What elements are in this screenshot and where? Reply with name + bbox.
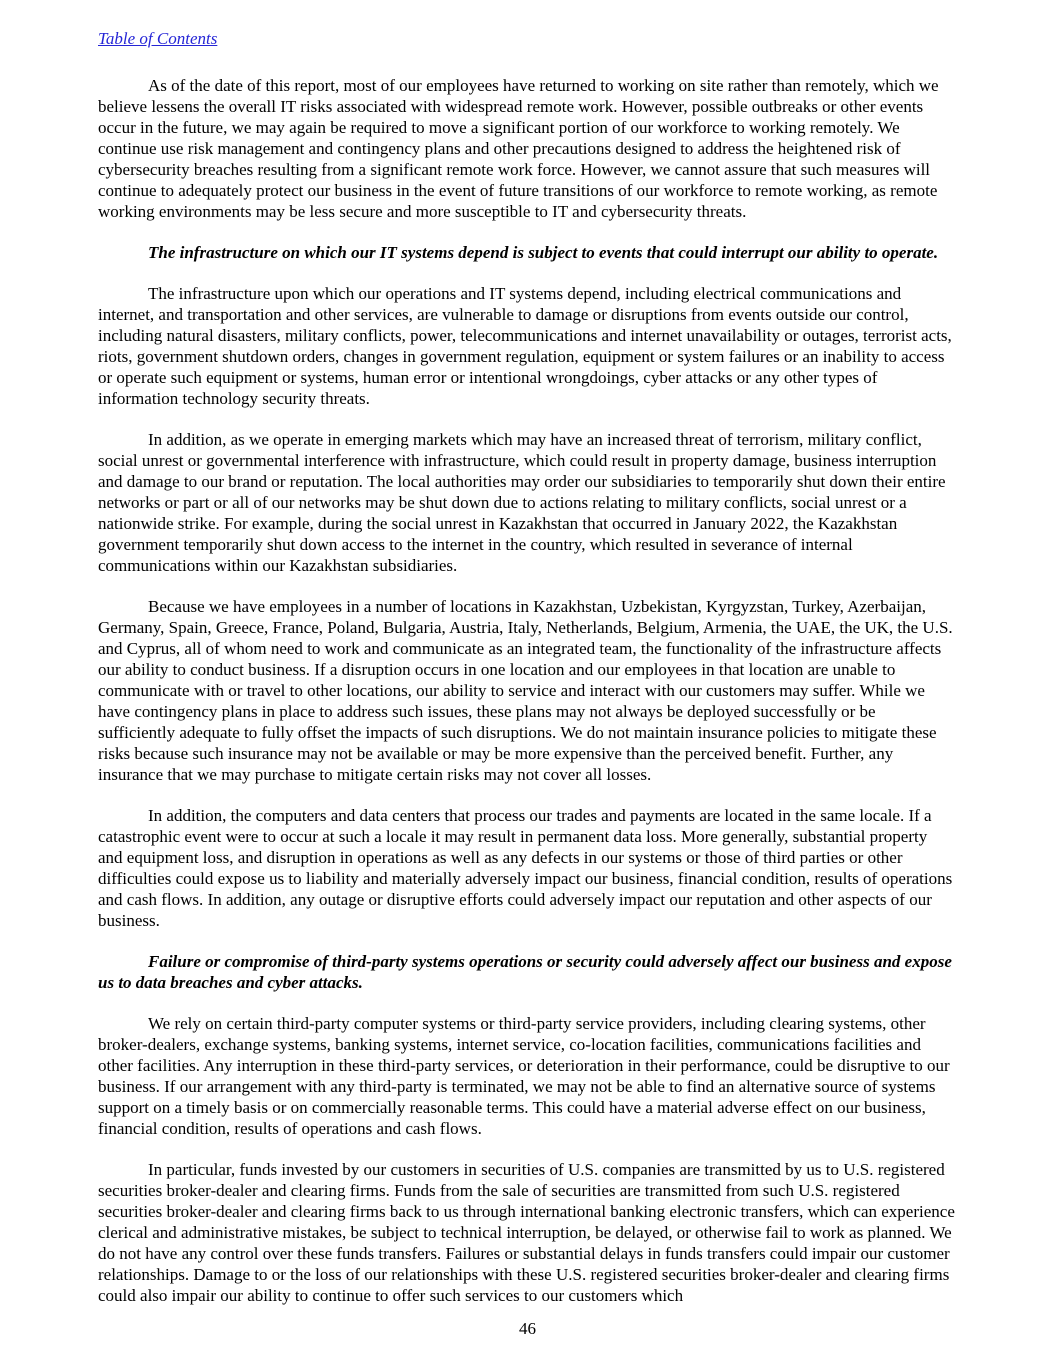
paragraph-employee-locations: Because we have employees in a number of locations in Kazakhstan, Uzbekistan, Kyrgyzstan, Turkey, Azerbaijan, Germany, Spain, Greece, France, Poland, Bulgaria, Austria, Italy, Netherlands, Belgium, Armenia, the UAE, the UK, the U.S. and Cyprus, all of whom need to work and communicate as an integrated team, the functionality of the infrastructure affects our ability to conduct business. If a disruption occurs in one location and our employees in that location are unable to communicate with or travel to other locations, our ability to service and interact with our customers may suffer. While we have contingency plans in place to address such issues, these plans may not always be deployed successfully or be sufficiently adequate to fully offset the impacts of such disruptions. We do not maintain insurance policies to mitigate these risks because such insurance may not be available or may be more expensive than the perceived benefit. Further, any insurance that we may purchase to mitigate certain risks may not cover all losses.	[98, 597, 953, 784]
table-of-contents-link[interactable]: Table of Contents	[98, 29, 218, 48]
paragraph-infrastructure-vulnerable: The infrastructure upon which our operations and IT systems depend, including electrical communications and internet, and transportation and other services, are vulnerable to damage or disruptions from events outside our control, including natural disasters, military conflicts, power, telecommunications and internet unavailability or outages, terrorist acts, riots, government shutdown orders, changes in government regulation, equipment or system failures or an inability to access or operate such equipment or systems, human error or intentional wrongdoings, cyber attacks or any other types of information technology security threats.	[98, 284, 952, 408]
paragraph-third-party-reliance: We rely on certain third-party computer systems or third-party service providers, including clearing systems, other broker-dealers, exchange systems, banking systems, internet service, co-location facilities, communications facilities and other facilities. Any interruption in these third-party services, or deterioration in their performance, could be disruptive to our business. If our arrangement with any third-party is terminated, we may not be able to find an alternative source of systems support on a timely basis or on commercially reasonable terms. This could have a material adverse effect on our business, financial condition, results of operations and cash flows.	[98, 1014, 950, 1138]
risk-factor-heading-infrastructure: The infrastructure on which our IT systems depend is subject to events that could interrupt our ability to operate.	[148, 243, 939, 262]
page-number: 46	[519, 1319, 536, 1338]
paragraph-emerging-markets: In addition, as we operate in emerging markets which may have an increased threat of terrorism, military conflict, social unrest or governmental interference with infrastructure, which could result in property damage, business interruption and damage to our brand or reputation. The local authorities may order our subsidiaries to temporarily shut down their entire networks or part or all of our networks may be shut down due to actions relating to military conflicts, social unrest or a nationwide strike. For example, during the social unrest in Kazakhstan that occurred in January 2022, the Kazakhstan government temporarily shut down access to the internet in the country, which resulted in severance of internal communications within our Kazakhstan subsidiaries.	[98, 430, 946, 575]
document-body	[98, 75, 955, 1306]
risk-factor-heading-third-party: Failure or compromise of third-party systems operations or security could adversely affect our business and expose us to data breaches and cyber attacks.	[98, 952, 952, 992]
paragraph-data-centers: In addition, the computers and data centers that process our trades and payments are located in the same locale. If a catastrophic event were to occur at such a locale it may result in permanent data loss. More generally, substantial property and equipment loss, and disruption in operations as well as any defects in our systems or those of third parties or other difficulties could expose us to liability and materially adversely impact our business, financial condition, results of operations and cash flows. In addition, any outage or disruptive efforts could adversely impact our reputation and other aspects of our business.	[98, 806, 953, 930]
paragraph-remote-work: As of the date of this report, most of our employees have returned to working on site rather than remotely, which we believe lessens the overall IT risks associated with widespread remote work. However, possible outbreaks or other events occur in the future, we may again be required to move a significant portion of our workforce to working remotely. We continue use risk management and contingency plans and other precautions designed to address the heightened risk of cybersecurity breaches resulting from a significant remote work force. However, we cannot assure that such measures will continue to adequately protect our business in the event of future transitions of our workforce to remote working, as remote working environments may be less secure and more susceptible to IT and cybersecurity threats.	[98, 76, 939, 221]
paragraph-funds-transfers: In particular, funds invested by our customers in securities of U.S. companies are transmitted by us to U.S. registered securities broker-dealer and clearing firms. Funds from the sale of securities are transmitted from such U.S. registered securities broker-dealer and clearing firms back to us through international banking electronic transfers, which can experience clerical and administrative mistakes, be subject to technical interruption, be delayed, or otherwise fail to work as planned. We do not have any control over these funds transfers. Failures or substantial delays in funds transfers could impair our customer relationships. Damage to or the loss of our relationships with these U.S. registered securities broker-dealer and clearing firms could also impair our ability to continue to offer such services to our customers which	[98, 1160, 955, 1305]
